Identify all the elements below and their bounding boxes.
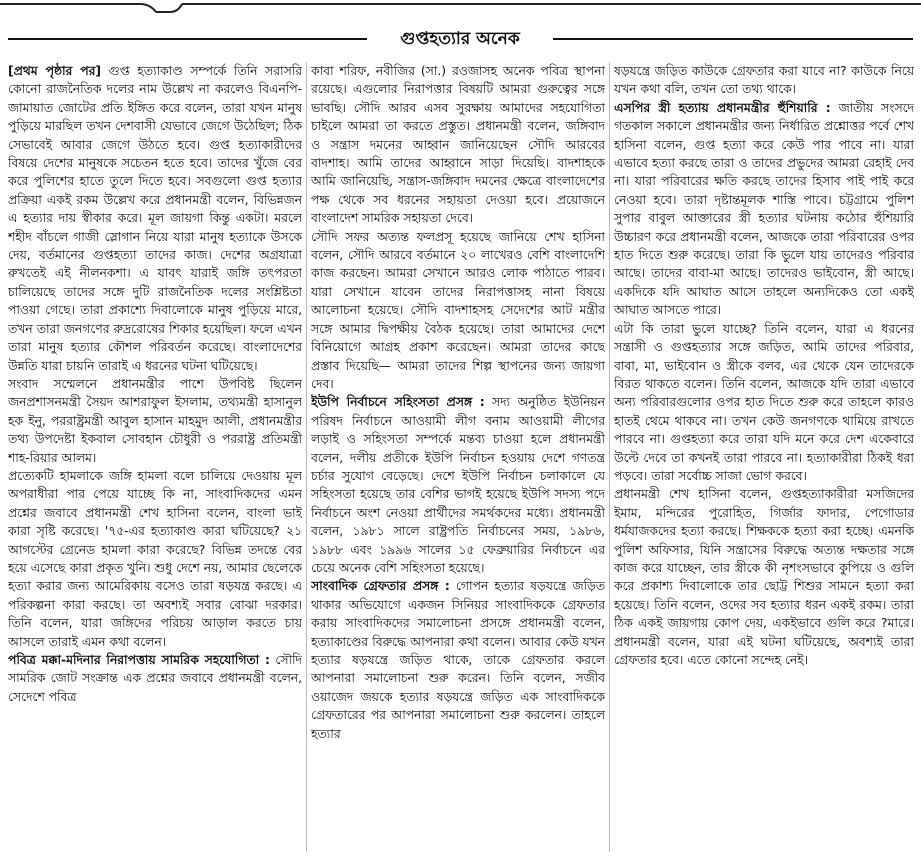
- paragraph-subheading: সাংবাদিক গ্রেফতার প্রসঙ্গ :: [311, 579, 450, 594]
- paragraph-text: সদ্য অনুষ্ঠিত ইউনিয়ন পরিষদ নির্বাচনে আওয়ামী লীগ বনাম আওয়ামী লীগের লড়াই ও সহিংসতা সম্পর্কে মন্তব্য চাওয়া হলে প্রধানমন্ত্রী বলেন, দলীয় প্রতীকে ইউপি নির্বাচন হওয়ায় দেশে গণতন্ত্র চর্চার সুযোগ বেড়েছে। দেশে ইউপি নির্বাচন চলাকালে যে সহিংসতা হয়েছে তার বেশির ভাগই হয়েছে ইউপি সদস্য পদে নির্বাচনে অংশ নেওয়া প্রার্থীদের সমর্থকদের মধ্যে। প্রধানমন্ত্রী বলেন, ১৯৮১ সালে রাষ্ট্রপতি নির্বাচনের সময়, ১৯৮৬, ১৯৮৮ এবং ১৯৯৬ সালের ১৫ ফেব্রুয়ারির নির্বাচনে এর চেয়ে অনেক বেশি সহিংসতা হয়েছে।: [311, 395, 605, 575]
- article-paragraph: [311, 62, 605, 228]
- paragraph-text: গুপ্ত হত্যাকাণ্ড সম্পর্কে তিনি সরাসরি কোনো রাজনৈতিক দলের নাম উল্লেখ না করলেও বিএনপি-জামায়াত জোটের প্রতি ইঙ্গিত করে বলেন, তারা যখন মানুষ পুড়িয়ে মারছিল তখন দেশবাসী যেভাবে জেগে উঠেছিল; ঠিক সেভাবেই আবার জেগে উঠতে হবে। গুপ্ত হত্যাকারীদের বিষয়ে দেশের মানুষকে সচেতন হতে হবে। তাদের খুঁজে বের করে পুলিশের হাতে তুলে দিতে হবে। সবগুলো গুপ্ত হত্যার প্রক্রিয়া একই রকম উল্লেখ করে প্রধানমন্ত্রী বলেন, বিভিন্নজন এ হত্যার দায় স্বীকার করে। মূল জায়গা কিন্তু একটা। মরলে শহীদ বাঁচলে গাজী স্লোগান নিয়ে যারা মানুষ হত্যাকে উসকে দেয়, বর্তমানের গুপ্তহত্যা তাদের কাজ। দেশের অগ্রযাত্রা রুখতেই এই নীলনকশা। এ যাবৎ যারাই জঙ্গি তৎপরতা চালিয়েছে তাদের সঙ্গে দুটি রাজনৈতিক দলের সংশ্লিষ্টতা পাওয়া গেছে। তারা প্রকাশ্যে দিবালোকে মানুষ পুড়িয়ে মারে, তখন তারা জনগণের রুদ্ররোষের শিকার হয়েছিল। ফলে এখন তারা মানুষ হত্যার কৌশল পরিবর্তন করেছে। বাংলাদেশের উন্নতি যারা চায়নি তারাই এ ধরনের ঘটনা ঘটিয়েছে।: [8, 64, 302, 373]
- paragraph-text: কাবা শরিফ, নবীজির (সা.) রওজাসহ অনেক পবিত্র স্থাপনা রয়েছে। এগুলোর নিরাপত্তার বিষয়টি আমরা গুরুত্বের সঙ্গে ভাবছি। সৌদি আরব এসব সুরক্ষায় আমাদের সহযোগিতা চাইলে আমরা তা করতে প্রস্তুত। প্রধানমন্ত্রী বলেন, জঙ্গিবাদ ও সন্ত্রাস দমনের আহ্বান জানিয়েছেন সৌদি আরবের বাদশাহ। আমি তাদের আহ্বানে সাড়া দিয়েছি। বাদশাহকে আমি জানিয়েছি, সন্ত্রাস-জঙ্গিবাদ দমনের ক্ষেত্রে বাংলাদেশের পক্ষ থেকে সব ধরনের সহায়তা দেওয়া হবে। প্রয়োজনে বাংলাদেশ সামরিক সহায়তা দেবে।: [311, 64, 605, 226]
- article-paragraph: [614, 99, 914, 320]
- top-decoration: [0, 0, 921, 14]
- paragraph-text: গোপন হত্যার ষড়যন্ত্রে জড়িত থাকার অভিযোগে একজন সিনিয়র সাংবাদিককে গ্রেফতার করায় সাংবাদিকদের সমালোচনা প্রসঙ্গে প্রধানমন্ত্রী বলেন, হত্যাকাণ্ডের বিরুদ্ধে আপনারা কথা বলেন। আবার কেউ যখন হত্যার ষড়যন্ত্রে জড়িত থাকে, তাকে গ্রেফতার করলে আপনারা সমালোচনা শুরু করেন। তিনি বলেন, সজীব ওয়াজেদ জয়কে হত্যার ষড়যন্ত্রে জড়িত এক সাংবাদিককে গ্রেফতারের পর আপনারা সমালোচনা শুরু করলেন। তাহলে হত্যার: [311, 579, 605, 741]
- article-column-3: [614, 62, 914, 852]
- continuation-headline: গুপ্তহত্যার অনেক: [367, 24, 553, 54]
- article-paragraph: [614, 62, 914, 99]
- headline-rule-right: [553, 38, 913, 40]
- article-paragraph: [8, 62, 302, 375]
- paragraph-text: ষড়যন্ত্রে জড়িত কাউকে গ্রেফতার করা যাবে না? কাউকে নিয়ে যখন কথা বলি, তখন তো তথ্য থাকে।: [614, 64, 914, 97]
- article-paragraph: [614, 485, 914, 669]
- article-paragraph: [311, 577, 605, 743]
- column-rule-2: [609, 62, 610, 852]
- paragraph-text: সৌদি সামরিক জোট সংক্রান্ত এক প্রশ্নের জবাবে প্রধানমন্ত্রী বলেন, সেদেশে পবিত্র: [8, 653, 302, 704]
- paragraph-subheading: ইউপি নির্বাচনে সহিংসতা প্রসঙ্গ :: [311, 395, 485, 410]
- paragraph-text: প্রধানমন্ত্রী শেখ হাসিনা বলেন, গুপ্তহত্যাকারীরা মসজিদের ইমাম, মন্দিরের পুরোহিত, গির্জার ফাদার, পেগোডার ধর্মযাজকদের হত্যা করছে। শিক্ষককে হত্যা করা হচ্ছে। এমনকি পুলিশ অফিসার, যিনি সন্ত্রাসের বিরুদ্ধে অত্যন্ত দক্ষতার সঙ্গে কাজ করে যাচ্ছেন, তার স্ত্রীকে কী নৃশংসভাবে কুপিয়ে ও গুলি করে প্রকাশ্য দিবালোকে তার ছোট্ট শিশুর সামনে হত্যা করা হয়েছে। তিনি বলেন, ওদের সব হত্যার ধরন একই রকম। তারা ঠিক একই জায়গায় কোপ দেয়, একইভাবে গুলি করে ?মারে। প্রধানমন্ত্রী বলেন, যারা এই ঘটনা ঘটিয়েছে, অবশ্যই তারা গ্রেফতার হবে। এতে কোনো সন্দেহ নেই।: [614, 487, 914, 667]
- headline-rule-left: [8, 38, 367, 40]
- paragraph-subheading: পবিত্র মক্কা-মদিনার নিরাপত্তায় সামরিক সহযোগিতা :: [8, 653, 270, 667]
- column-rule-1: [306, 62, 307, 852]
- article-column-1: [8, 62, 302, 852]
- paragraph-text: এটা কি তারা ভুলে যাচ্ছে? তিনি বলেন, যারা এ ধরনের সন্ত্রাসী ও গুপ্তহত্যার সঙ্গে জড়িত, আমি তাদের পরিবার, বাবা, মা, ভাইবোন ও স্ত্রীকে বলব, এর থেকে যেন তাদেরকে বিরত থাকতে বলেন। তিনি বলেন, আজকে যদি তারা এভাবে অন্য পরিবারগুলোর ওপর হাত দিতে শুরু করে তাহলে কারও হাতই থেমে থাকবে না। তখন কেউ জনগণকে থামিয়ে রাখতে পারবে না। গুপ্তহত্যা করে তারা যদি মনে করে দেশ একেবারে উল্টে দেবে তা কখনই তারা পারবে না। হত্যাকারীরা ঠিকই ধরা পড়বে। তারা সর্বোচ্চ সাজা ভোগ করবে।: [614, 321, 914, 483]
- headline-bar: [0, 24, 921, 54]
- paragraph-text: জাতীয় সংসদে গতকাল সকালে প্রধানমন্ত্রীর জন্য নির্ধারিত প্রশ্নোত্তর পর্বে শেখ হাসিনা বলেন, গুপ্ত হত্যা করে কেউ পার পাবে না। যারা এভাবে হত্যা করছে তারা ও তাদের প্রভুদের আমরা রেহাই দেব না। যারা পরিবারের ক্ষতি করছে তাদের হিসাব পাই পাই করে নেওয়া হবে। তারা দৃষ্টান্তমূলক শাস্তি পাবে। চট্টগ্রামে পুলিশ সুপার বাবুল আক্তারের স্ত্রী হত্যার ঘটনায় কঠোর হুঁশিয়ারি উচ্চারণ করে প্রধানমন্ত্রী বলেন, আজকে তারা পরিবারের ওপর হাত দিতে শুরু করেছে। তারা কি ভুলে যায় তাদেরও পরিবার আছে। তাদের বাবা-মা আছে। তাদেরও ভাইবোন, স্ত্রী আছে। একদিকে যদি আঘাত আসে তাহলে অন্যদিকেও তো একই আঘাত আসতে পারে।: [614, 100, 914, 318]
- paragraph-text: সংবাদ সম্মেলনে প্রধানমন্ত্রীর পাশে উপবিষ্ট ছিলেন জনপ্রশাসনমন্ত্রী সৈয়দ আশরাফুল ইসলাম, তথ্যমন্ত্রী হাসানুল হক ইনু, পররাষ্ট্রমন্ত্রী আবুল হাসান মাহমুদ আলী, প্রধানমন্ত্রীর তথ্য উপদেষ্টা ইকবাল সোবহান চৌধুরী ও পররাষ্ট্র প্রতিমন্ত্রী শাহ-রিয়ার আলম।: [8, 376, 302, 465]
- paragraph-text: সৌদি সফর অত্যন্ত ফলপ্রসূ হয়েছে জানিয়ে শেখ হাসিনা বলেন, সৌদি আরবে বর্তমানে ২০ লাখেরও বেশি বাংলাদেশি কাজ করছেন। আমরা সেখানে আরও লোক পাঠাতে পারব। যারা সেখানে যাবেন তাদের নিরাপত্তাসহ নানা বিষয়ে আলোচনা হয়েছে। সৌদি বাদশাহসহ সেদেশের আট মন্ত্রীর সঙ্গে আমার দ্বিপক্ষীয় বৈঠক হয়েছে। তারা আমাদের দেশে বিনিয়োগে আগ্রহ প্রকাশ করেছেন। আমরা তাদের কাছে প্রস্তাব দিয়েছি— আমরা তাদের শিল্প স্থাপনের জন্য জায়গা দেব।: [311, 229, 605, 391]
- paragraph-subheading: [প্রথম পৃষ্ঠার পর]: [8, 64, 102, 78]
- article-paragraph: [8, 375, 302, 467]
- article-paragraph: [8, 651, 302, 706]
- article-paragraph: [311, 228, 605, 394]
- article-column-2: [311, 62, 605, 852]
- paragraph-text: প্রত্যেকটি হামলাকে জঙ্গি হামলা বলে চালিয়ে দেওয়ায় মূল অপরাধীরা পার পেয়ে যাচ্ছে কি না, সাংবাদিকদের এমন প্রশ্নের জবাবে প্রধানমন্ত্রী শেখ হাসিনা বলেন, বাংলা ভাই কারা সৃষ্টি করেছে। '৭৫-এর হত্যাকাণ্ড কারা ঘটিয়েছে? ২১ আগস্টের গ্রেনেড হামলা কারা করেছে? বিভিন্ন তদন্তে বের হয়ে এসেছে কারা প্রকৃত খুনি। শুধু দেশে নয়, আমার ছেলেকে হত্যা করার জন্য আমেরিকায় বসেও তারা ষড়যন্ত্র করছে। এ পরিকল্পনা কারা করছে। তা অবশ্যই সবার বোঝা দরকার। তিনি বলেন, যারা জঙ্গিদের পরিচয় আড়াল করতে চায় আসলে তারাই এমন কথা বলেন।: [8, 468, 302, 649]
- article-paragraph: [614, 320, 914, 486]
- article-paragraph: [311, 393, 605, 577]
- paragraph-subheading: এসপির স্ত্রী হত্যায় প্রধানমন্ত্রীর হুঁশিয়ারি :: [614, 100, 831, 115]
- article-paragraph: [8, 467, 302, 651]
